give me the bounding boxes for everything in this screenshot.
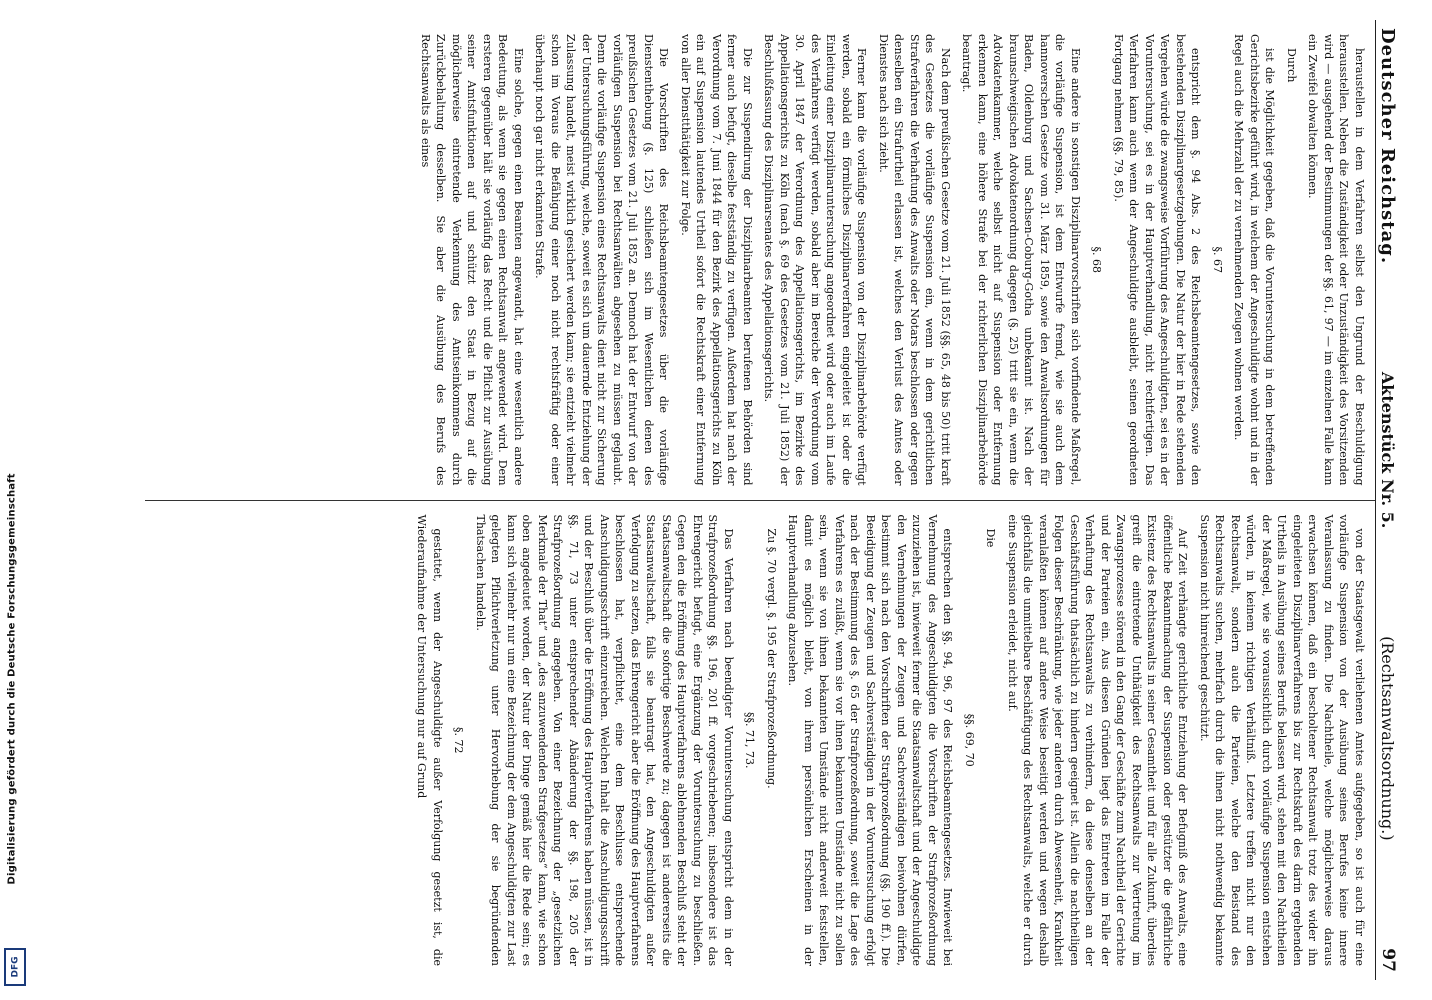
attribution-text: Digitalisierung gefördert durch die Deutsche Forschungsgemeinschaft bbox=[6, 473, 18, 885]
paragraph: von der Staatsgewalt verliehenen Amtes aufgegeben, so ist auch für eine vorläufige Suspension von der Ausübung seines Berufes keine innere Veranlassung zu finden. Die Nachtheile, welche möglicherweise daraus erwachsen können, daß ein bescholtener Rechtsanwalt trotz des wider ihn eingeleiteten Disziplinarverfahrens bis zur Rechtskraft des darin ergehenden Urtheils in Ausübung seines Berufs belassen wird, stehen mit den Nachtheilen der Maßregel, wie sie voraussichtlich durch vorläufige Suspension entstehen würden, in keinem richtigen Verhältniß. Letztere treffen nicht nur den Rechtsanwalt, sondern auch die Parteien, welche den Beistand des Rechtsanwalts suchen, mehrfach durch die ihnen nicht nothwendig bekannte Suspension nicht hinreichend geschützt. bbox=[1198, 514, 1366, 966]
paragraph: Die Vorschriften des Reichsbeamtengesetzes über die vorläufige Dienstenthebung (§. 125) schließen sich im Wesentlichen denen des preußischen Gesetzes vom 21. Juli 1852 an. Dennoch hat der Entwurf von der vorläufigen Suspension bei Rechtsanwälten abgesehen zu müssen geglaubt. Denn die vorläufige Suspension eines Rechtsanwalts dient nicht zur Sicherung der Untersuchungsführung, welche, soweit es sich um dauernde Entziehung der Zulassung handelt, meist wirklich gesichert werden kann; sie entzieht vielmehr schon im Voraus die Befähigung einer noch nicht rechtsfräftig oder einer überhaupt noch gar nicht erkannten Strafe. bbox=[533, 34, 671, 486]
section-heading: §. 67 bbox=[1211, 246, 1224, 273]
paragraph: Die zur Suspendirung der Disziplinarbeamten berufenen Behörden sind ferner auch befugt, dieselbe festständig zu verfügen. Außerdem hat nach der Verordnung vom 7. Juni 1844 für den Bezirk des Appellationsgerichts zu Köln ein auf Suspension lautendes Urtheil sofort die Rechtskraft einer Entfernung von aller Dienstthätigkeit zur Folge. bbox=[679, 34, 754, 486]
document-subtitle: (Rechtsanwaltsordnung.) bbox=[1378, 636, 1398, 841]
dfg-logo-text: DFG bbox=[10, 956, 21, 978]
paragraph: Eine solche, gegen einen Beamten angewandt, hat eine wesentlich andere Bedeutung, als wenn sie gegen einen Rechtsanwalt angewendet wird. Dem ersteren gegenüber hält sie vorläufig das Recht und die Pflicht zur Ausübung seiner Amtsfunktionen auf und schützt den Staat in Bezug auf die möglicherweise eintretende Verkennung des Amtseinkommens durch Zurückbehaltung desselben. Sie aber die Ausübung des Berufs des Rechtsanwalts als eines bbox=[419, 34, 525, 486]
paragraph: entspricht dem §. 94 Abs. 2 des Reichsbeamtengesetzes, sowie den bestehenden Disziplinargesetzgebungen. Die Natur der hier in Rede stehenden Vergehen würde die zwangsweise Vorführung des Angeschuldigten, sei es in der Voruntersuchung, sei es in der Hauptverhandlung, nicht rechtfertigen. Das Verfahren kann auch wenn der Angeschuldigte ausbleibt, seinen geordneten Fortgang nehmen (§§. 79, 85). bbox=[1112, 34, 1203, 486]
paragraph: heraustellen in dem Verfahren selbst den Ungrund der Beschuldigung herausstellen. Neben die Zuständigkeit oder Unzuständigkeit des Vorsitzenden wird — ausgehend der Bestimmungen der §§. 61, 97 — im einzelnen Falle kann ein Zweifel obwalten können. bbox=[1306, 34, 1366, 486]
paragraph: Die bbox=[984, 528, 998, 548]
paragraph: Das Verfahren nach beendigter Voruntersuchung entspricht dem in der Strafprozeßordnung §§. 196, 201 ff. vorgeschriebenen; insbesondere ist das Ehrengericht befugt, eine Ergänzung der Voruntersuchung zu beschließen. Gegen den die Eröffnung des Hauptverfahrens ablehnenden Beschluß steht der Staatsanwaltschaft die sofortige Beschwerde zu; dagegen ist andererseits die Staatsanwaltschaft, falls sie beantragt hat, den Angeschuldigten außer Verfolgung zu setzen, das Ehrengericht aber die Eröffnung des Hauptverfahrens beschlossen hat, verpflichtet, eine dem Beschlusse entsprechende Anschuldigungsschrift einzureichen. Welchen Inhalt die Anschuldigungsschrift und der Beschluß über die Eröffnung des Hauptverfahrens haben müssen, ist in §§. 71, 73 unter entsprechender Abänderung der §§. 198, 205 der Strafprozeßordnung angegeben. Von einer Bezeichnung der „gesetzlichen Merkmale der That“ und „des anzuwendenden Strafgesetzes“ kann, wie schon oben angedeutet worden, der Natur der Dinge gemäß hier die Rede sein; es kann sich vielmehr nur um eine Bezeichnung der dem Angeschuldigten zur Last gelegten Pflichtverletzung unter Hervorhebung der sie begründenden Thatsachen handeln. bbox=[474, 514, 735, 966]
scanned-page bbox=[120, 20, 1410, 980]
paragraph: Eine andere in sonstigen Disziplinarvorschriften sich vorfindende Maßregel, die vorläufige Suspension, ist dem Entwurfe fremd, wie sie auch dem hannoverschen Gesetze vom 31. März 1859, sowie den Anwaltsordnungen für Baden, Oldenburg und Sachsen-Coburg-Gotha unbekannt ist. Nach der braunschweigischen Advokatenordnung dagegen (§. 25) tritt sie ein, wenn die Advokatenkammer, welche selbst nicht auf Suspension oder Entfernung erkennen kann, eine höhere Strafe bei der richterlichen Disziplinarbehörde beantragt. bbox=[960, 34, 1082, 486]
section-heading: §. 68 bbox=[1090, 246, 1104, 273]
paragraph: gestattet, wenn der Angeschuldigte außer Verfolgung gesetzt ist, die Wiederaufnahme der Untersuchung nur auf Grund bbox=[415, 514, 444, 966]
column-right bbox=[145, 500, 1375, 981]
paragraph: Zu §. 70 vergl. §. 195 der Strafprozeßordnung. bbox=[765, 528, 778, 789]
attribution-strip bbox=[0, 0, 26, 1000]
text-columns bbox=[145, 20, 1375, 980]
page-title: Deutscher Reichstag. bbox=[1377, 28, 1399, 265]
dfg-logo bbox=[4, 948, 26, 986]
scanned-page-frame bbox=[120, 20, 1410, 980]
section-heading: §§. 71, 73. bbox=[743, 712, 757, 769]
page-header bbox=[1375, 20, 1410, 980]
column-left bbox=[145, 20, 1375, 500]
paragraph: Ferner kann die vorläufige Suspension von der Disziplinarbehörde verfügt werden, sobald ein förmliches Disziplinarverfahren eingeleitet ist oder die Einleitung einer Disziplinaruntersuchung angeordnet wird oder auch im Laufe des Verfahrens verfügt werden, sobald aber im Bereiche der Verordnung vom 30. April 1847 der Verordnung des Appellationsgerichts, im Bezirke des Appellationsgerichts zu Köln (nach §. 69 des Gesetzes vom 21. Juli 1852) der Beschlußfassung des Disziplinarsenates des Appellationsgerichts. bbox=[762, 34, 869, 486]
paragraph: entsprechen den §§. 94, 96, 97 des Reichsbeamtengesetzes. Inwieweit bei Vernehmung des Angeschuldigten die Vorschriften der Strafprozeßordnung zuzuziehen ist, inwieweit ferner die Staatsanwaltschaft und der Angeschuldigte den Vernehmungen der Zeugen und Sachverständigen beiwohnen dürfen, bestimmt sich nach den Vorschriften der Strafprozeßordnung (§§. 190 ff.). Die Beeidigung der Zeugen und Sachverständigen in der Voruntersuchung erfolgt nach der Bestimmung des §. 65 der Strafprozeßordnung, soweit die Lage des Verfahrens es zuläßt, wenn sie vor ihnen bekannten Umstände nicht zu sollen sein, wenn sie von ihnen bekannten Umstände nicht anderweit feststellen, damit es möglich bleibt, von ihrem persönlichen Erscheinen in der Hauptverhandlung abzusehen. bbox=[786, 514, 955, 966]
paragraph: Auf Zeit verhängte gerichtliche Entziehung der Befugniß des Anwalts, eine öffentliche Bekanntmachung der Suspension oder gestützter die gefährliche Existenz des Rechtsanwalts in seiner Gesamtheit und für alle Zukunft, überdies greift die eintretende Unthätigkeit des Rechtsanwalts zur Vertretung im Zwangsprozesse störend in den Gang der Geschäfte zum Nachtheil der Gerichte und der Parteien ein. Aus diesen Gründen liegt das Eintreten im Falle der Verhaftung des Rechtsanwalts zu verhindern, da diese denselben an der Geschäftsführung thatsächlich zu hindern geeignet ist. Allein die nachtheiligen Folgen dieser Beschränkung, wie jeder anderen durch Abwesenheit, Krankheit veranlaßten können auf andere Weise beseitigt werden und wegen deshalb gleichfalls die unmittelbare Beschäftigung des Rechtsanwalts, welche er durch eine Suspension erleidet, nicht auf. bbox=[1006, 514, 1190, 966]
paragraph: ist die Möglichkeit gegeben, daß die Voruntersuchung in dem betreffenden Gerichtsbezirke geführt wird, in welchem der Angeschuldigte wohnt und in der Regel auch die Mehrzahl der zu vernehmenden Zeugen wohnen werden. bbox=[1232, 34, 1277, 486]
page-number: 97 bbox=[1378, 948, 1399, 972]
section-heading: §. 72 bbox=[452, 727, 466, 754]
paragraph: Durch bbox=[1285, 48, 1298, 83]
document-label: Aktenstück Nr. 5. bbox=[1378, 371, 1398, 529]
section-heading: §§. 69, 70 bbox=[963, 713, 976, 767]
paragraph: Nach dem preußischen Gesetze vom 21. Juli 1852 (§§. 65, 48 bis 50) tritt kraft des Gesetzes die vorläufige Suspension ein, wenn in dem gerichtlichen Strafverfahren die Verhaftung des Anwalts oder Notars beschlossen oder gegen denselben ein Strafurtheil erlassen ist, welches den Verlust des Amtes oder Dienstes nach sich zieht. bbox=[877, 34, 952, 486]
